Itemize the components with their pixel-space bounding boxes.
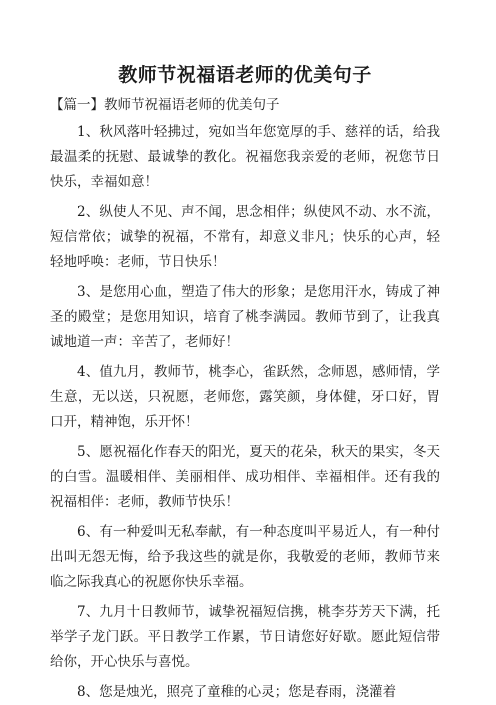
paragraph-1: 1、秋风落叶轻拂过，宛如当年您宽厚的手、慈祥的话，给我最温柔的抚慰、最诚挚的教化。祝福您我亲爱的老师，祝您节日快乐，幸福如意！	[50, 124, 440, 190]
paragraph-5: 5、愿祝福化作春天的阳光，夏天的花朵，秋天的果实，冬天的白雪。温暖相伴、美丽相伴、成功相伴、幸福相伴。还有我的祝福相伴：老师，教师节快乐！	[50, 444, 440, 510]
paragraph-4: 4、值九月，教师节，桃李心，雀跃然，念师恩，感师情，学生意，无以送，只祝愿，老师您，露笑颜，身体健，牙口好，胃口开，精神饱，乐开怀！	[50, 364, 440, 430]
paragraph-7: 7、九月十日教师节，诚挚祝福短信携，桃李芬芳天下满，托举学子龙门跃。平日教学工作累，节日请您好好歇。愿此短信带给你，开心快乐与喜悦。	[50, 604, 440, 670]
paragraph-6: 6、有一种爱叫无私奉献，有一种态度叫平易近人，有一种付出叫无怨无悔，给予我这些的就是你，我敬爱的老师，教师节来临之际我真心的祝愿你快乐幸福。	[50, 524, 440, 590]
paragraph-8: 8、您是烛光，照亮了童稚的心灵；您是春雨，浇灌着	[77, 684, 397, 700]
section-heading: 【篇一】教师节祝福语老师的优美句子	[50, 97, 280, 113]
paragraph-2: 2、纵使人不见、声不闻，思念相伴；纵使风不动、水不流，短信常依；诚挚的祝福，不常有，却意义非凡；快乐的心声，轻轻地呼唤：老师，节日快乐！	[50, 204, 440, 270]
document-title: 教师节祝福语老师的优美句子	[118, 64, 372, 86]
paragraph-3: 3、是您用心血，塑造了伟大的形象；是您用汗水，铸成了神圣的殿堂；是您用知识，培育了桃李满园。教师节到了，让我真诚地道一声：辛苦了，老师好！	[50, 284, 440, 350]
